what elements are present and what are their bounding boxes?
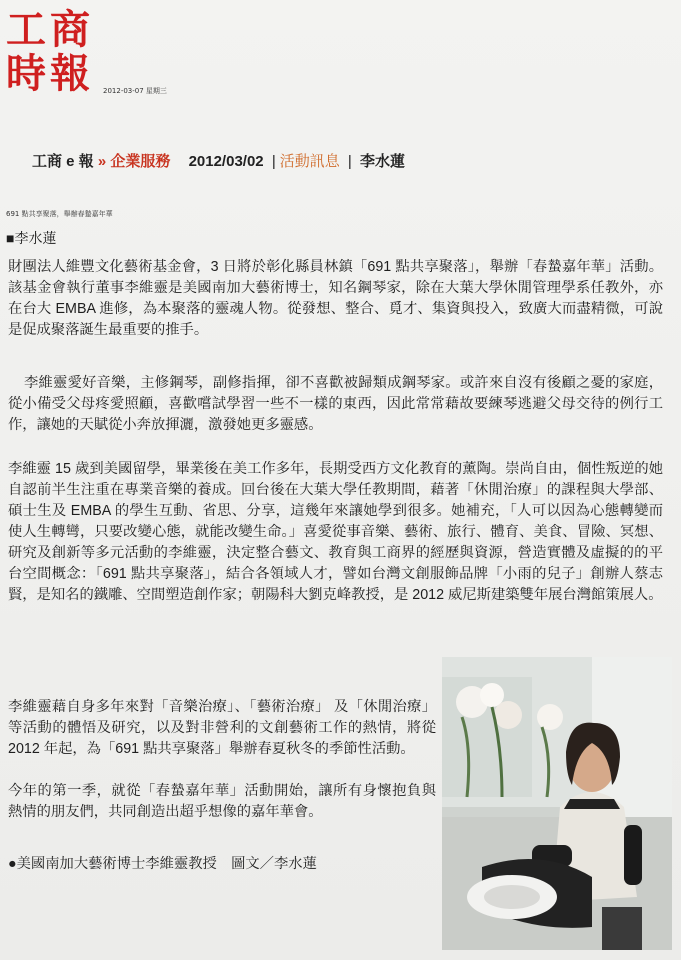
- photo-caption: ●美國南加大藝術博士李維靈教授 圖文／李水蓮: [8, 856, 317, 872]
- portrait-illustration: [442, 657, 672, 950]
- headline-bar: [32, 150, 405, 171]
- section-name: 企業服務: [110, 153, 171, 170]
- category-name: 活動訊息: [279, 153, 340, 170]
- headline-author: 李水蓮: [359, 153, 405, 170]
- article-small-title: 691 點共享聚落，舉辦春蟄嘉年華: [6, 210, 113, 218]
- paragraph-1: 財團法人維豐文化藝術基金會，3 日將於彰化縣員林鎮「691 點共享聚落」，舉辦「春蟄嘉年華」活動。該基金會執行董事李維靈是美國南加大藝術博士，知名鋼琴家，除在大葉大學休閒管理學系任教外，亦在台大 EMBA 進修，為本聚落的靈魂人物。從發想、整合、覓才、集資與投入，致廣大而盡精微，可說是促成聚落誕生最重要的推手。: [8, 259, 663, 338]
- portrait-photo: [442, 657, 672, 950]
- publish-date: 2012/03/02: [188, 153, 264, 170]
- paragraph-3: 李維靈 15 歲到美國留學，畢業後在美工作多年，長期受西方文化教育的薰陶。崇尚自由，個性叛逆的她自認前半生注重在專業音樂的養成。回台後在大葉大學任教期間，藉著「休閒治療」的課程與大學部、碩士生及 EMBA 的學生互動、省思、分享，這幾年來讓她學到很多。她補充，「人可以因為心態轉變而使人生轉彎，只要改變心態，就能改變生命。」喜愛從事音樂、藝術、旅行、體育、美食、冒險、冥想、研究及創新等多元活動的李維靈，決定整合藝文、教育與工商界的經歷與資源，營造實體及虛擬的的平台空間概念：「691 點共享聚落」，結合各領域人才，譬如台灣文創服飾品牌「小雨的兒子」創辦人蔡志賢，是知名的鐵雕、空間塑造創作家；朝陽科大劉克峰教授，是 2012 威尼斯建築雙年展台灣館策展人。: [8, 461, 663, 603]
- arrow-icon: »: [97, 153, 107, 170]
- issue-date: 2012-03-07 星期三: [103, 87, 167, 95]
- article-byline: ■李水蓮: [6, 230, 57, 246]
- logo-line-1: 工商: [6, 6, 94, 53]
- paragraph-5: 今年的第一季，就從「春蟄嘉年華」活動開始，讓所有身懷抱負與熱情的朋友們，共同創造出超乎想像的嘉年華會。: [8, 783, 436, 820]
- paragraph-4: 李維靈藉自身多年來對「音樂治療」、「藝術治療」 及「休閒治療」等活動的體悟及研究，以及對非營利的文創藝術工作的熱情，將從 2012 年起，為「691 點共享聚落」舉辦春夏秋冬的季節性活動。: [8, 699, 436, 757]
- separator-2: |: [347, 153, 352, 170]
- separator-1: |: [271, 153, 276, 170]
- logo-line-2: 時報: [6, 50, 94, 97]
- paragraph-2: 李維靈愛好音樂，主修鋼琴，副修指揮，卻不喜歡被歸類成鋼琴家。或許來自沒有後顧之憂的家庭，從小備受父母疼愛照顧，喜歡嚐試學習一些不一樣的東西，因此常常藉故要練琴逃避父母交待的例行工作，讓她的天賦從小奔放揮灑，激發她更多靈感。: [8, 375, 663, 433]
- newspaper-logo: [6, 8, 102, 96]
- site-name: 工商 e 報: [32, 153, 94, 170]
